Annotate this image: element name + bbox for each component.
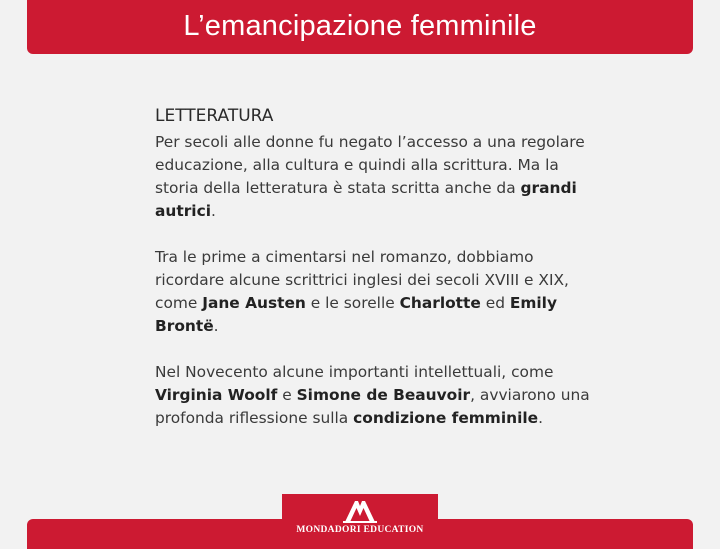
slide-title: L’emancipazione femminile xyxy=(183,9,537,42)
highlight-simone-de-beauvoir: Simone de Beauvoir xyxy=(296,386,471,404)
title-bar xyxy=(27,0,693,54)
paragraph-3 xyxy=(155,361,595,430)
highlight-condizione-femminile: condizione femminile xyxy=(353,409,539,427)
publisher-logo xyxy=(282,494,438,540)
highlight-virginia-woolf: Virginia Woolf xyxy=(155,386,278,404)
highlight-charlotte: Charlotte xyxy=(399,294,481,312)
paragraph-2-end: . xyxy=(213,317,219,335)
paragraph-3-mid: e xyxy=(277,386,297,404)
paragraph-2-text: Tra le prime a cimentarsi nel romanzo, dobbiamo ricordare alcune scrittrici inglesi dei secoli XVIII e XIX, come xyxy=(155,248,569,312)
paragraph-3-mid2: , avviarono una profonda riflessione sulla xyxy=(155,386,590,427)
paragraph-1-text: Per secoli alle donne fu negato l’accesso a una regolare educazione, alla cultura e quindi alla scrittura. Ma la storia della letteratura è stata scritta anche da xyxy=(155,133,585,197)
highlight-grandi-autrici: grandi autrici xyxy=(155,179,577,220)
highlight-emily-bronte: Emily Brontë xyxy=(155,294,557,335)
logo-text: MONDADORI EDUCATION xyxy=(296,525,424,535)
paragraph-3-text: Nel Novecento alcune importanti intellettuali, come xyxy=(155,363,554,381)
paragraph-1-end: . xyxy=(210,202,216,220)
paragraph-1 xyxy=(155,131,595,223)
mondadori-logo-icon xyxy=(343,499,377,523)
paragraph-2-mid: e le sorelle xyxy=(305,294,400,312)
paragraph-3-end: . xyxy=(538,409,543,427)
paragraph-2-mid2: ed xyxy=(480,294,510,312)
highlight-jane-austen: Jane Austen xyxy=(202,294,306,312)
slide-content xyxy=(155,104,595,453)
section-heading: LETTERATURA xyxy=(155,106,274,126)
paragraph-2 xyxy=(155,246,595,338)
